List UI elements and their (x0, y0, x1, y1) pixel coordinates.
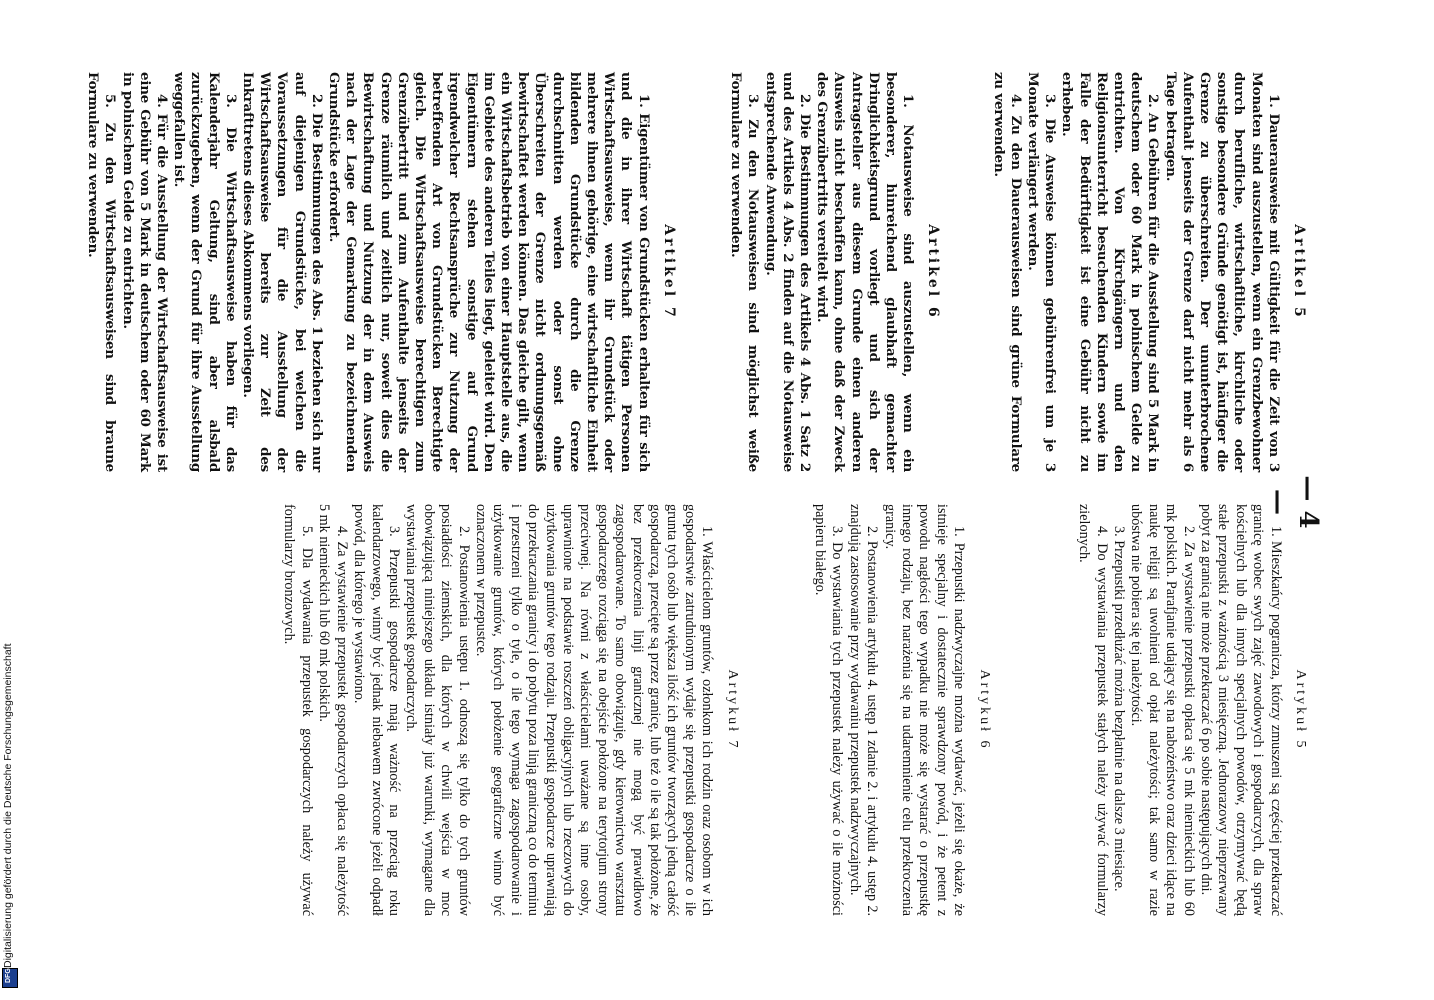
digitization-sidebar (2, 0, 16, 994)
paragraph: 3. Przepustki gospodarcze mają ważność na przeciąg roku kalendarzowego, winny być jednak niebawem zwrócone jeżeli odpadł powód, dla którego je wystawiono. (351, 504, 402, 916)
paragraph: 2. Die Bestimmungen des Abs. 1 beziehen sich nur auf diejenigen Grundstücke, bei welchen die Voraussetzungen für die Ausstellung der Wirtschaftsausweise bereits zur Zeit des Inkrafttretens dieses Abkommens vorliegen. (240, 72, 325, 472)
polish-column (115, 504, 1315, 916)
german-article-6 (727, 72, 941, 472)
paragraph: 2. Za wystawienie przepustki opłaca się 5 mk niemieckich lub 60 mk polskich. Parafjanie udający się na nabożeństwo oraz dzieci idące na naukę religji są uwolnieni od opłat należytości; tak samo w razie ubóstwa nie pobiera się tej należytości. (1128, 504, 1197, 916)
german-article-5 (989, 72, 1307, 472)
paragraph: 4. Zu den Dauerausweisen sind grüne Formulare zu verwenden. (990, 72, 1024, 472)
dfg-logo-text: DFG (5, 968, 12, 983)
paragraph: 3. Die Ausweise können gebührenfrei um je 3 Monate verlängert werden. (1024, 72, 1059, 472)
paragraph: 1. Eigentümer von Grundstücken erhalten für sich und die in ihrer Wirtschaft tätigen Personen Wirtschaftsausweise, wenn ihr Grundstück oder mehrere ihnen gehörige, eine wirtschaftliche Einheit bildenden Grundstücke durch die Grenze durchschnitten werden oder sonst ohne Überschreiten der Grenze nicht ordnungsgemäß bewirtschaftet werden können. Das gleiche gilt, wenn ein Wirtschaftsbetrieb von einer Hauptstelle aus, die im Gebiete des anderen Teiles liegt, geleitet wird. Den Eigentümern stehen sonstige auf Grund irgendwelcher Rechtsansprüche zur Nutzung der betreffenden Art von Grundstücken Berechtigte gleich. Die Wirtschaftsausweise berechtigen zum Grenzübertritt und zum Aufenthalte jenseits der Grenze räumlich und zeitlich nur, soweit dies die Bewirtschaftung und Nutzung der in dem Ausweis nach der Lage der Gemarkung zu bezeichnenden Grundstücke erfordert. (326, 72, 652, 472)
paragraph: 2. Postanowienia ustępu 1. odnoszą się tylko do tych gruntów posiadłości ziemskich, dla których w chwili wejścia w moc obowiązującą niniejszego układu istniały już warunki, wymagane dla wystawiania przepustek gospodarczych. (403, 504, 472, 916)
article-title: Artikel 5 (1291, 224, 1307, 320)
paragraph: 5. Zu den Wirtschaftsausweisen sind braune Formulare zu verwenden. (85, 72, 119, 472)
paragraph: 4. Für die Ausstellung der Wirtschaftsausweise ist eine Gebühr von 5 Mark in deutschem oder 60 Mark in polnischem Gelde zu entrichten. (119, 72, 171, 472)
paragraph: 1. Właścicielom gruntów, ozłonkom ich rodzin oraz osobom w ich gospodarstwie zatrudnionym wydaje się przepustki gospodarcze o ile grunta tych osób lub większa ilość ich gruntów tworzących jedną całość gospodarczą, przecięte są przez granicę, lub też o ile są tak położone, że bez przekroczenia linji granicznej nie mogą być prawidłowo zagospodarowane. To samo obowiązuje, gdy kierownictwo warsztatu gospodarczego rozciąga się na obejście położone na terytorjum strony przeciwnej. Na równi z właścicielami uważane są inne osoby, uprawnione na podstawie roszczeń obligacyjnych lub rzeczowych do użytkowania gruntów tego rodzaju. Przepustki gospodarcze uprawniają do przekraczania granicy i do pobytu poza linją graniczną co do terminu i przestrzeni tylko o tyle, o ile tego wymaga zagospodarowanie i użytkowanie gruntów, których położenie geograficzne winno być oznaczonem w przepustce. (472, 504, 716, 916)
paragraph: 4. Do wystawiania przepustek stałych należy używać formularzy zielonych. (1076, 504, 1110, 916)
digitization-credit: Digitalisierung gefördert durch die Deutsche Forschungsgemeinschaft (2, 643, 14, 968)
paragraph: 2. Postanowienia artykułu 4. ustęp 1 zdanie 2. i artykułu 4. ustęp 2. znajdują zastosowanie przy wydawaniu przepustek nadzwyczajnych. (846, 504, 881, 916)
article-title: Artykuł 7 (724, 669, 740, 751)
polish-article-7 (280, 504, 741, 916)
article-title: Artykuł 5 (1293, 669, 1308, 751)
paragraph: 2. Die Bestimmungen des Artikels 4 Abs. 1 Satz 2 und des Artikels 4 Abs. 2 finden auf die Notausweise entsprechende Anwendung. (762, 72, 813, 472)
paragraph: 1. Notausweise sind auszustellen, wenn ein besonderer, hinreichend glaubhaft gemachter Dringlichkeitsgrund vorliegt und sich der Antragsteller aus diesem Grunde einen anderen Ausweis nicht beschaffen kann, ohne daß der Zweck des Grenzübertritts vereitelt wird. (814, 72, 917, 472)
document-page (85, 72, 1323, 932)
page-number: — 4 — (1263, 475, 1323, 529)
paragraph: 5. Dla wydawania przepustek gospodarczych należy używać formularzy bronzowych. (281, 504, 315, 916)
article-title: Artikel 7 (660, 224, 677, 320)
paragraph: 3. Przepustki przedłużać można bezpłatnie na dalsze 3 miesiące. (1110, 526, 1127, 892)
paragraph: 4. Za wystawienie przepustek gospodarczych opłaca się należytość 5 mk niemieckich lub 60 mk polskich. (316, 504, 350, 916)
paragraph: 3. Do wystawiania tych przepustek należy używać o ile możności papieru białego. (812, 504, 846, 916)
german-article-7 (84, 72, 677, 472)
paragraph: 3. Zu den Notausweisen sind möglichst weiße Formulare zu verwenden. (728, 72, 762, 472)
paragraph: 1. Dauerausweise mit Gültigkeit für die Zeit von 3 Monaten sind auszustellen, wenn ein Grenzbewohner durch berufliche, wirtschaftliche, kirchliche oder sonstige besondere Gründe genötigt ist, häufiger die Grenze zu überschreiten. Der ununterbrochene Aufenthalt jenseits der Grenze darf nicht mehr als 6 Tage betragen. (1162, 72, 1282, 472)
paragraph: 1. Mieszkańcy pogranicza, którzy zmuszeni są częściej przekraczać granicę wobec swych zajęć zawodowych i gospodarczych, dla spraw kościelnych lub dla innych specjalnych powodów, otrzymywać będą stałe przepustki z ważnością 3 miesięczną. Jednorazowy nieprzerwany pobyt za granicą nie może przekraczać 6 po sobie następujących dni. (1197, 504, 1284, 916)
polish-article-5 (1075, 504, 1309, 916)
polish-article-6 (811, 504, 993, 916)
article-title: Artykuł 6 (976, 669, 992, 751)
german-column (85, 72, 1315, 472)
dfg-logo (2, 968, 18, 988)
paragraph: 1. Przepustki nadzwyczajne można wydawać, jeżeli się okaże, że istnieje specjalny i dostatecznie sprawdzony powód, i że petent z powodu nagłości tego wypadku nie może się wystarać o przepustkę innego rodzaju, bez narażenia się na udaremnienie celu przekroczenia granicy. (881, 504, 968, 916)
paragraph: 3. Die Wirtschaftsausweise haben für das Kalenderjahr Geltung, sind aber alsbald zurückzugeben, wenn der Grund für ihre Ausstellung weggefallen ist. (171, 72, 239, 472)
article-title: Artikel 6 (925, 224, 942, 320)
paragraph: 2. An Gebühren für die Ausstellung sind 5 Mark in deutschem oder 60 Mark in polnischem Gelde zu entrichten. Von Kirchgängern und den Religionsunterricht besuchenden Kindern sowie im Falle der Bedürftigkeit ist eine Gebühr nicht zu erheben. (1059, 72, 1162, 472)
